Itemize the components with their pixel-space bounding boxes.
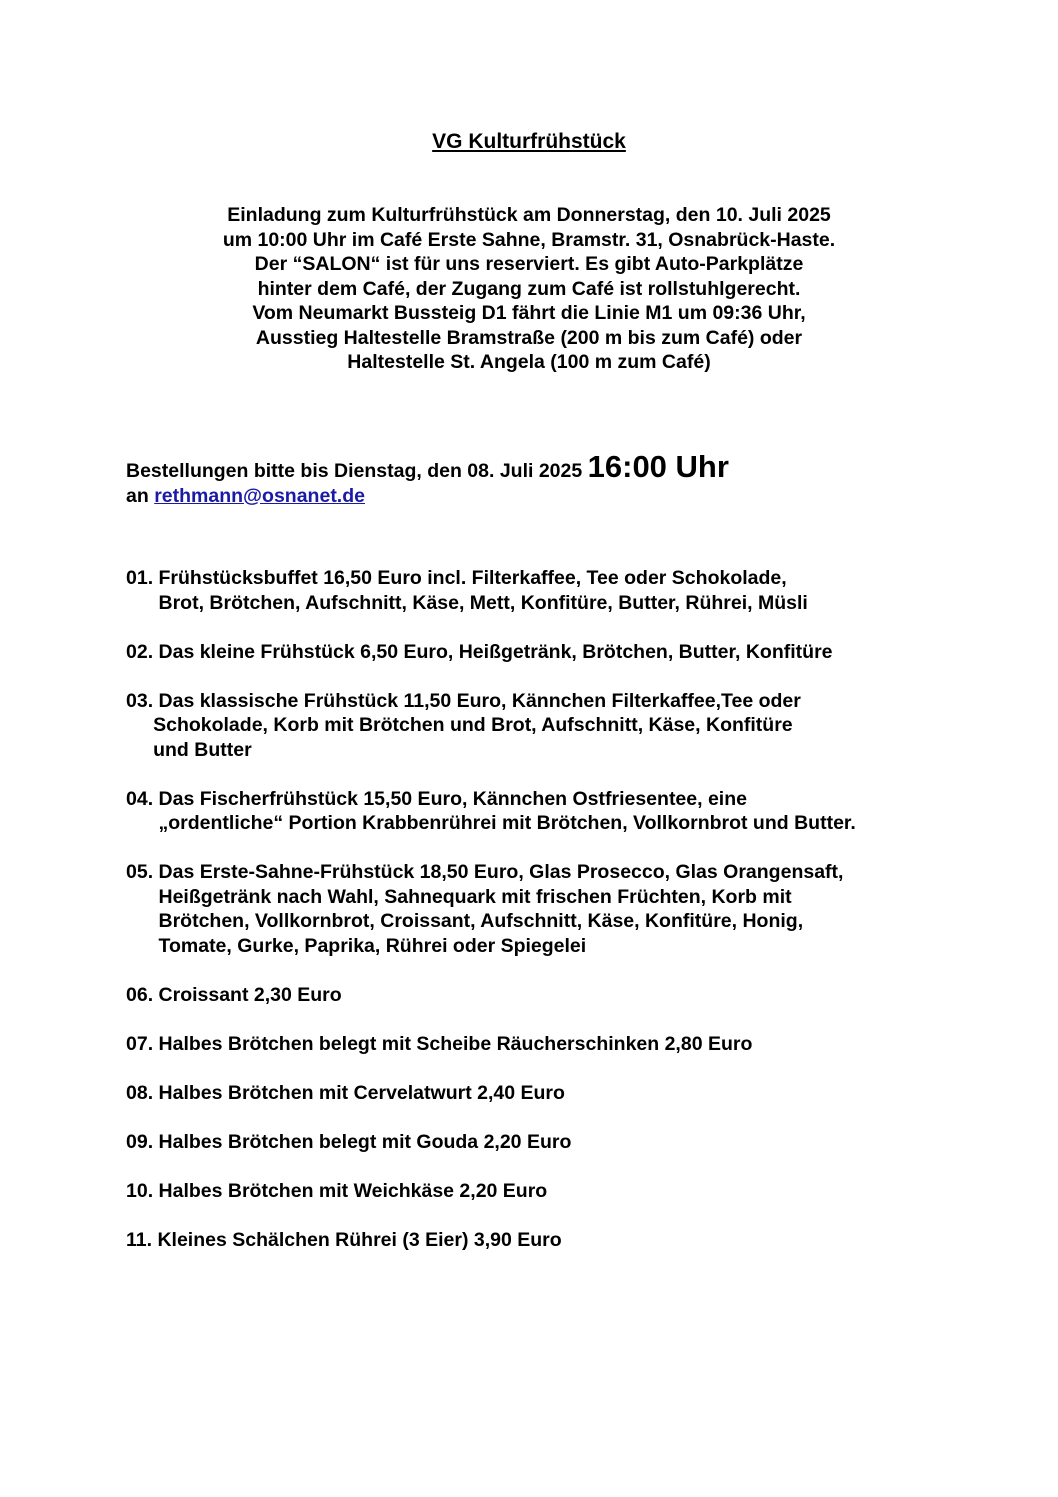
order-deadline — [126, 449, 729, 508]
menu-item — [126, 689, 856, 763]
menu-item — [126, 640, 856, 665]
invitation-line: Haltestelle St. Angela (100 m zum Café) — [347, 351, 711, 373]
menu-item — [126, 1032, 856, 1057]
menu-item-line: Tomate, Gurke, Paprika, Rührei oder Spiegelei — [126, 934, 587, 957]
menu-item-line: „ordentliche“ Portion Krabbenrührei mit Brötchen, Vollkornbrot und Butter. — [126, 812, 856, 834]
order-deadline-time: 16:00 Uhr — [587, 449, 729, 484]
menu-list — [126, 566, 856, 1277]
order-deadline-text: Bestellungen bitte bis Dienstag, den 08. Juli 2025 — [126, 460, 588, 482]
menu-item-line: Schokolade, Korb mit Brötchen und Brot, Aufschnitt, Käse, Konfitüre — [126, 714, 793, 736]
menu-item — [126, 860, 856, 958]
menu-item-line: Brötchen, Vollkornbrot, Croissant, Aufschnitt, Käse, Konfitüre, Honig, — [126, 910, 804, 932]
menu-item-line: Brot, Brötchen, Aufschnitt, Käse, Mett, Konfitüre, Butter, Rührei, Müsli — [126, 591, 808, 614]
invitation-line: Der “SALON“ ist für uns reserviert. Es gibt Auto-Parkplätze — [254, 253, 804, 275]
order-recipient-label: an — [126, 484, 155, 507]
menu-item — [126, 983, 856, 1008]
menu-item — [126, 1228, 856, 1253]
menu-item — [126, 1179, 856, 1204]
menu-item-line: 08. Halbes Brötchen mit Cervelatwurt 2,40 Euro — [126, 1081, 565, 1104]
menu-item-line: 02. Das kleine Frühstück 6,50 Euro, Heißgetränk, Brötchen, Butter, Konfitüre — [126, 640, 833, 663]
menu-item-line: 03. Das klassische Frühstück 11,50 Euro, Kännchen Filterkaffee,Tee oder — [126, 689, 801, 712]
menu-item-line: 09. Halbes Brötchen belegt mit Gouda 2,20 Euro — [126, 1130, 572, 1153]
menu-item-line: 06. Croissant 2,30 Euro — [126, 983, 342, 1006]
menu-item-line: 05. Das Erste-Sahne-Frühstück 18,50 Euro, Glas Prosecco, Glas Orangensaft, — [126, 861, 844, 883]
invitation-line: Vom Neumarkt Bussteig D1 fährt die Linie M1 um 09:36 Uhr, — [252, 302, 806, 324]
menu-item — [126, 1081, 856, 1106]
menu-item-line: Heißgetränk nach Wahl, Sahnequark mit frischen Früchten, Korb mit — [126, 885, 792, 908]
menu-item-line: 10. Halbes Brötchen mit Weichkäse 2,20 Euro — [126, 1179, 548, 1202]
invitation-line: Ausstieg Haltestelle Bramstraße (200 m bis zum Café) oder — [255, 326, 803, 349]
menu-item-line: und Butter — [126, 738, 252, 761]
invitation-text — [0, 203, 1058, 375]
email-link[interactable]: rethmann@osnanet.de — [154, 484, 365, 507]
menu-item — [126, 787, 856, 836]
menu-item — [126, 1130, 856, 1155]
page-title: VG Kulturfrühstück — [432, 130, 626, 153]
invitation-line: um 10:00 Uhr im Café Erste Sahne, Bramstr. 31, Osnabrück-Haste. — [222, 228, 836, 251]
menu-item-line: 07. Halbes Brötchen belegt mit Scheibe Räucherschinken 2,80 Euro — [126, 1032, 753, 1055]
invitation-line: Einladung zum Kulturfrühstück am Donnerstag, den 10. Juli 2025 — [227, 204, 831, 226]
menu-item-line: 01. Frühstücksbuffet 16,50 Euro incl. Filterkaffee, Tee oder Schokolade, — [126, 567, 787, 589]
invitation-line: hinter dem Café, der Zugang zum Café ist rollstuhlgerecht. — [257, 277, 801, 300]
menu-item-line: 11. Kleines Schälchen Rührei (3 Eier) 3,90 Euro — [126, 1228, 562, 1251]
menu-item — [126, 566, 856, 615]
menu-item-line: 04. Das Fischerfrühstück 15,50 Euro, Kännchen Ostfriesentee, eine — [126, 787, 747, 810]
